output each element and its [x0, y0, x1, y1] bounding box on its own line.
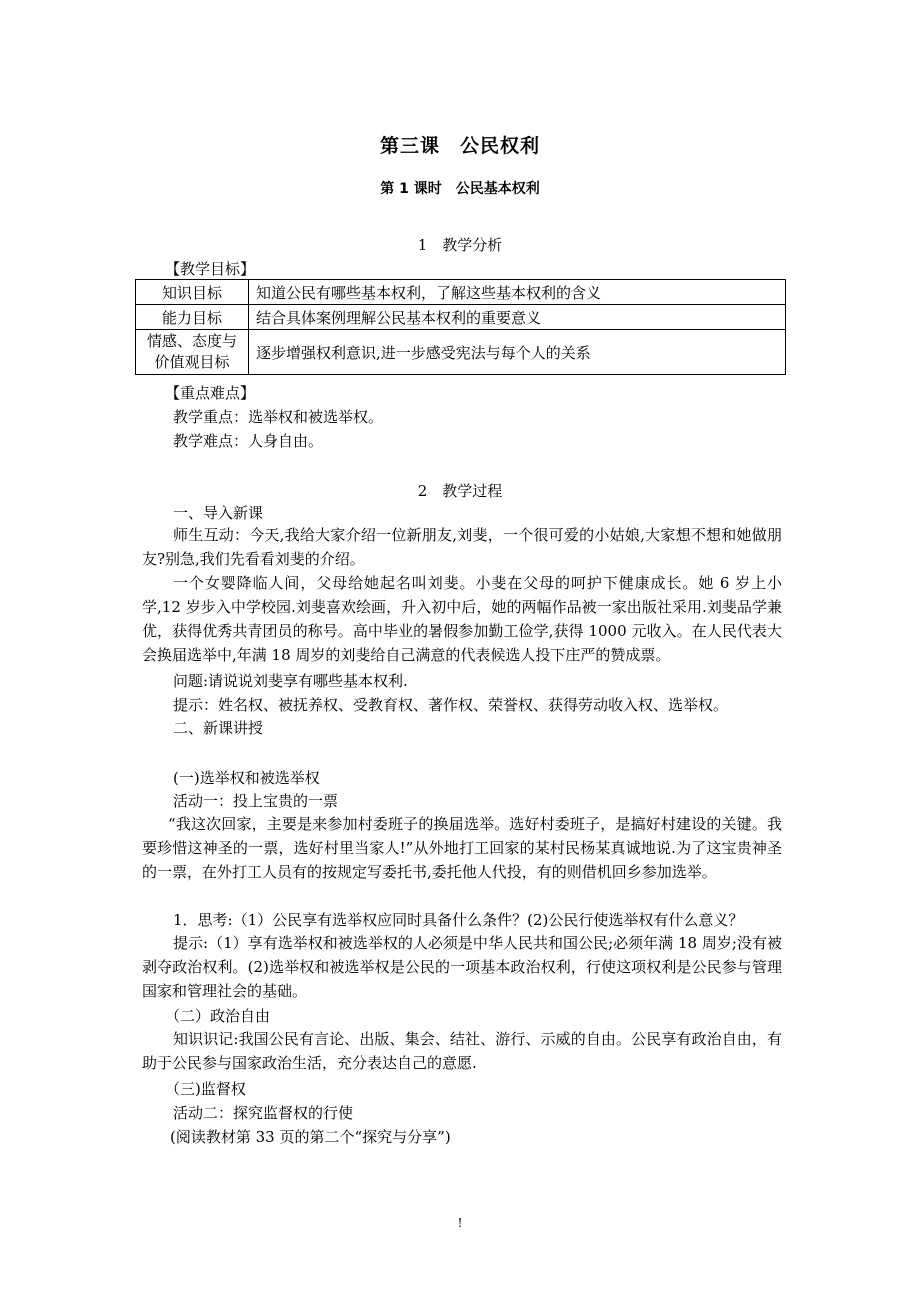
hint-text: 提示：姓名权、被抚养权、受教育权、著作权、荣誉权、获得劳动收入权、选举权。 [173, 696, 729, 714]
keypoints-label: 【重点难点】 [165, 384, 256, 402]
goal-label-line: 情感、态度与 [146, 332, 237, 350]
part-heading: 二、新课讲授 [173, 719, 264, 737]
page-number: ! [457, 1216, 463, 1230]
goal-label: 知识目标 [136, 280, 249, 305]
goals-label: 【教学目标】 [165, 260, 256, 278]
paragraph-story: 一个女婴降临人间，父母给她起名叫刘斐。小斐在父母的呵护下健康成长。她 6 岁上小学,12 岁步入中学校园.刘斐喜欢绘画，升入初中后，她的两幅作品被一家出版社采用.刘斐品学兼优，获得优秀共青团员的称号。高中毕业的暑假参加勤工俭学,获得 1000 元收入。在人民代表大会换届选举中,年满 18 周岁的刘斐给自己满意的代表候选人投下庄严的赞成票。 [142, 574, 782, 664]
goal-label: 能力目标 [136, 305, 249, 330]
part-heading: 一、导入新课 [173, 504, 264, 522]
paragraph-interaction: 师生互动：今天,我给大家介绍一位新朋友,刘斐，一个很可爱的小姑娘,大家想不想和她做朋友?别急,我们先看看刘斐的介绍。 [142, 526, 782, 568]
table-row [136, 305, 786, 330]
goal-label-line: 价值观目标 [154, 353, 230, 371]
goal-value: 逐步增强权利意识,进一步感受宪法与每个人的关系 [249, 330, 786, 375]
goal-value: 结合具体案例理解公民基本权利的重要意义 [249, 305, 786, 330]
reading-note: (阅读教材第 33 页的第二个“探究与分享”) [170, 1128, 451, 1146]
subsection-heading: (一)选举权和被选举权 [173, 769, 320, 787]
difficult-point: 教学难点：人身自由。 [173, 432, 324, 450]
paragraph-knowledge: 知识识记:我国公民有言论、出版、集会、结社、游行、示威的自由。公民享有政治自由，有助于公民参与国家政治生活，充分表达自己的意愿. [142, 1030, 782, 1072]
subsection-heading: （二）政治自由 [165, 1007, 271, 1025]
key-point: 教学重点：选举权和被选举权。 [173, 408, 384, 426]
teaching-goals-table [135, 279, 786, 375]
lesson-title: 第三课 公民权利 [379, 135, 540, 157]
subsection-heading: （三)监督权 [165, 1080, 246, 1098]
activity-heading: 活动二：探究监督权的行使 [173, 1104, 354, 1122]
table-row [136, 330, 786, 375]
table-row [136, 280, 786, 305]
section-heading-process: 2 教学过程 [417, 482, 503, 500]
goal-label [136, 330, 249, 375]
paragraph-quote: “我这次回家，主要是来参加村委班子的换届选举。选好村委班子，是搞好村建设的关键。我要珍惜这神圣的一票，选好村里当家人!”从外地打工回家的某村民杨某真诚地说.为了这宝贵神圣的一票，在外打工人员有的按规定写委托书,委托他人代投，有的则借机回乡参加选举。 [142, 815, 782, 881]
paragraph-hint: 提示:（1）享有选举权和被选举权的人必须是中华人民共和国公民;必须年满 18 周岁;没有被剥夺政治权利。(2)选举权和被选举权是公民的一项基本政治权利，行使这项权利是公民参与管理国家和管理社会的基础。 [142, 934, 782, 1000]
think-question: 1．思考:（1）公民享有选举权应同时具备什么条件？(2)公民行使选举权有什么意义？ [173, 911, 744, 929]
goal-value: 知道公民有哪些基本权利，了解这些基本权利的含义 [249, 280, 786, 305]
section-heading-analysis: 1 教学分析 [417, 236, 503, 254]
lesson-subtitle: 第 1 课时 公民基本权利 [380, 181, 540, 197]
activity-heading: 活动一：投上宝贵的一票 [173, 792, 339, 810]
question-text: 问题:请说说刘斐享有哪些基本权利. [173, 672, 408, 690]
